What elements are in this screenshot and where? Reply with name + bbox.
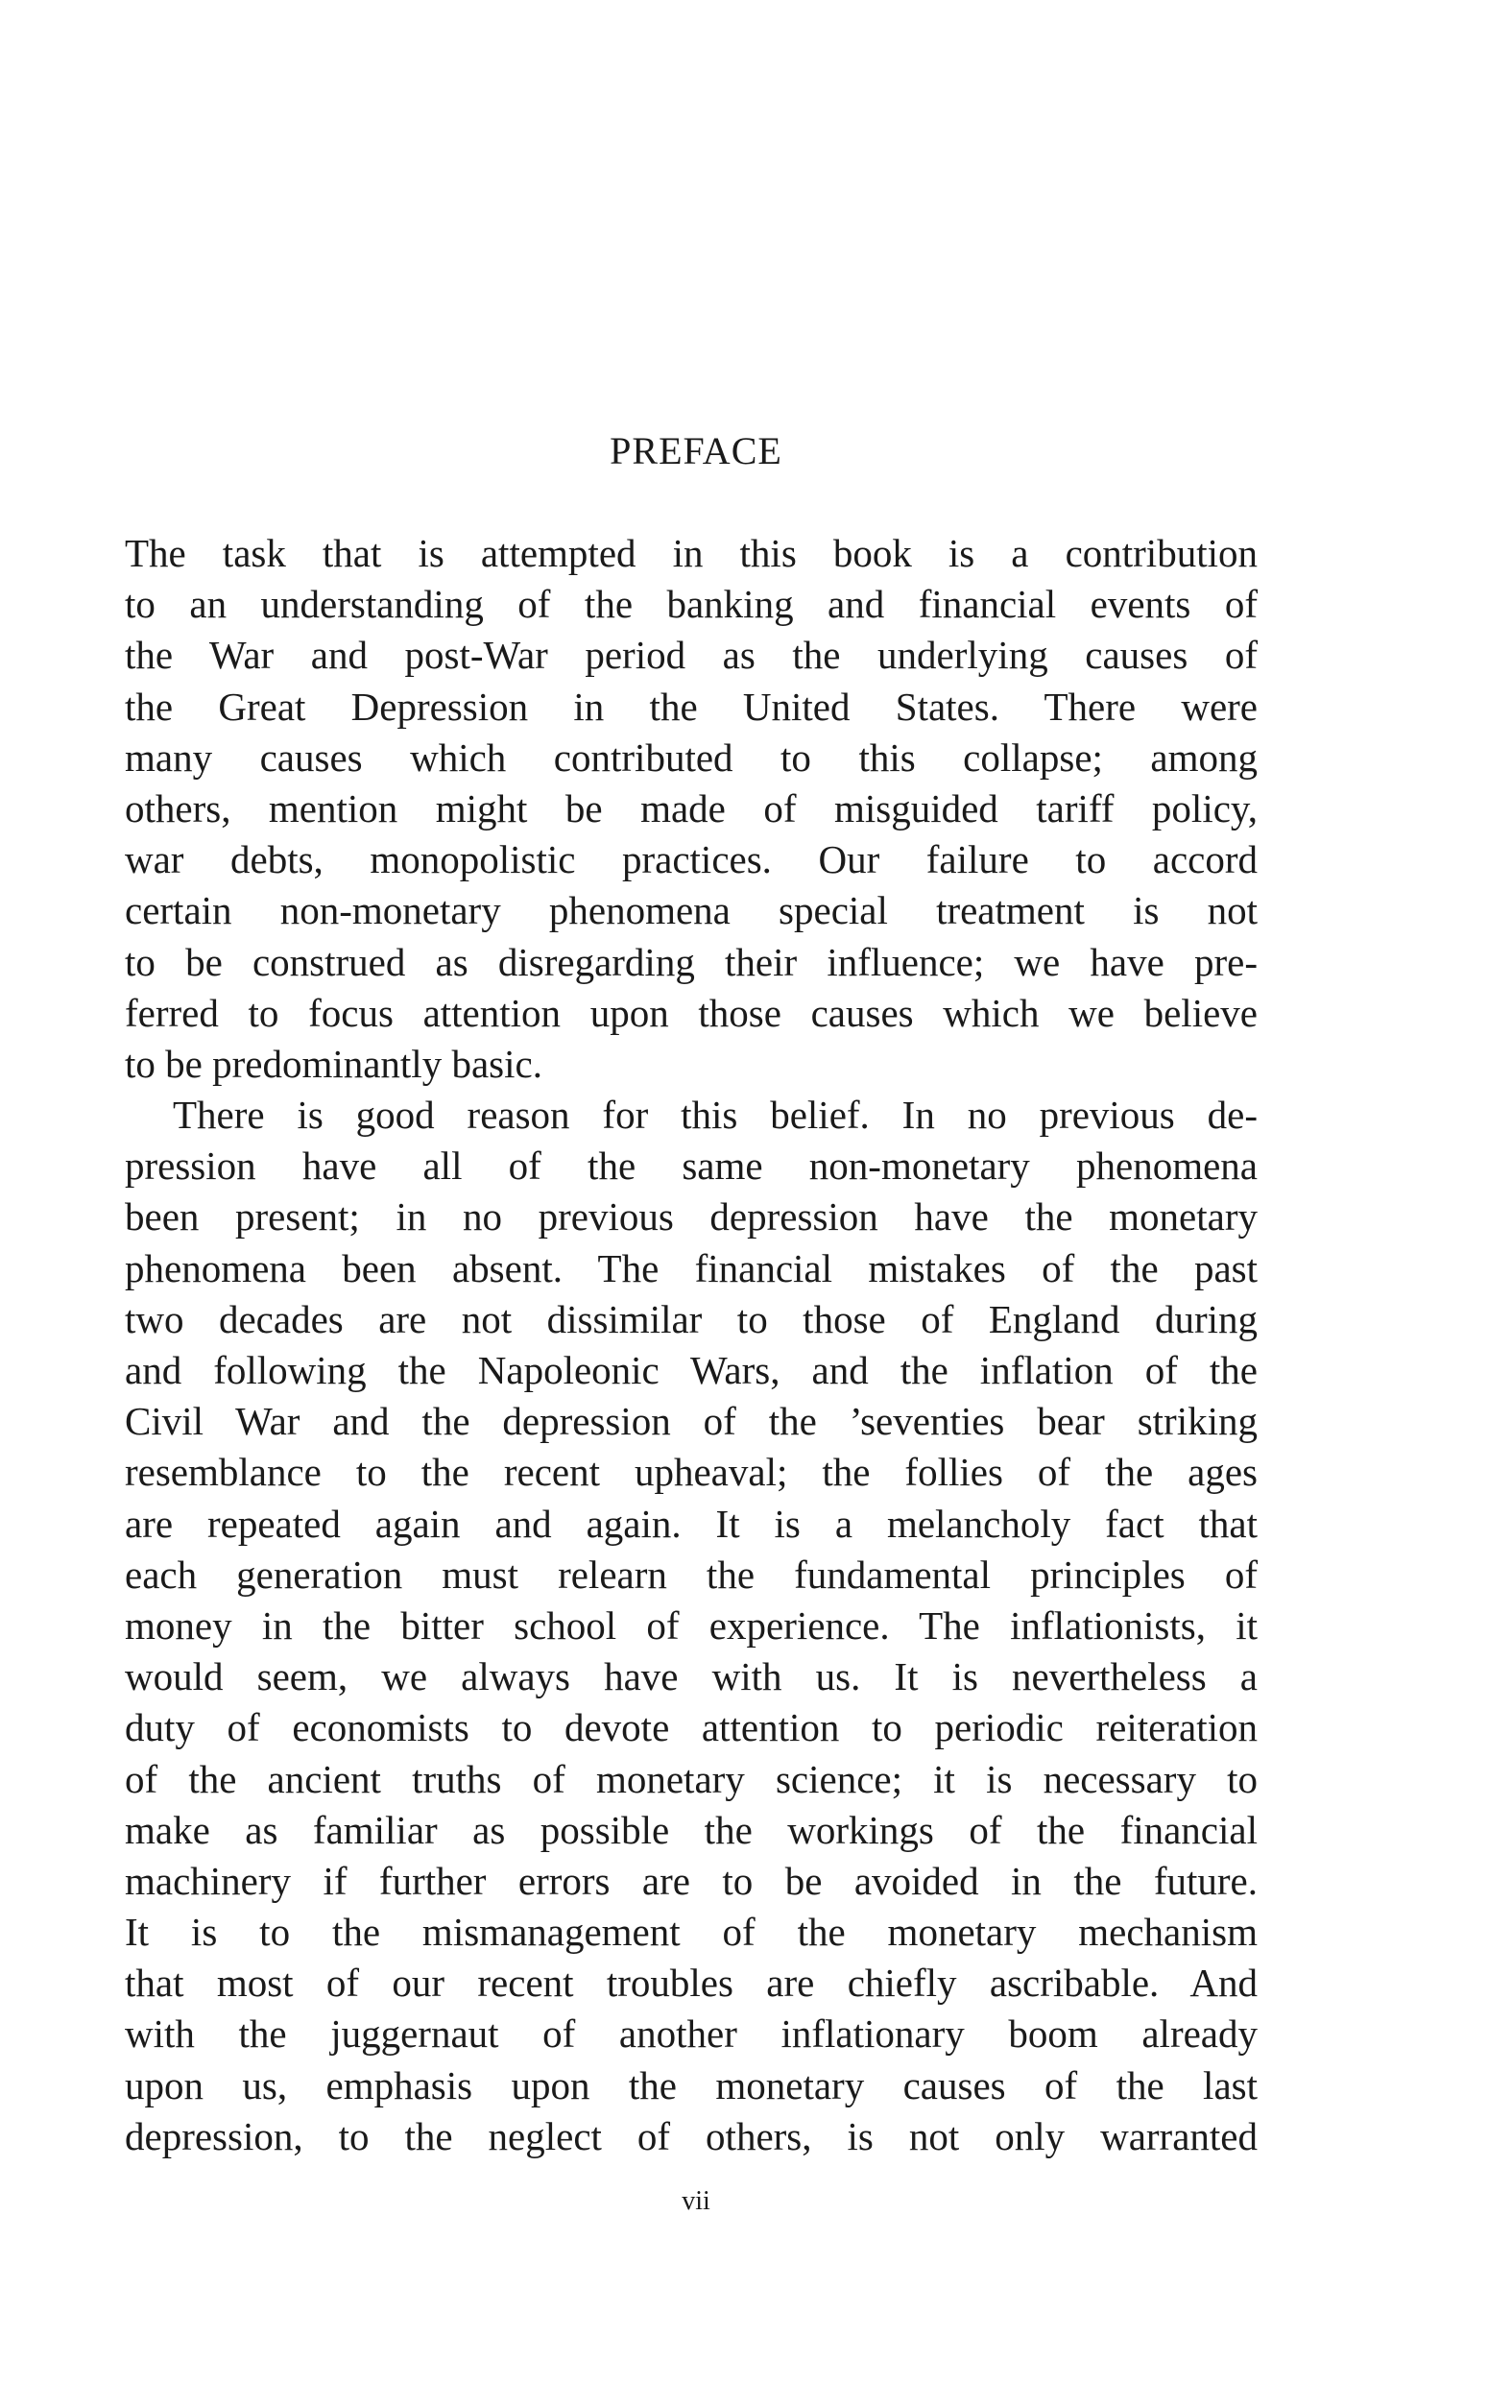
text-line: depression, to the neglect of others, is not only warranted: [125, 2113, 1258, 2158]
text-line: and following the Napoleonic Wars, and the inflation of the: [125, 1348, 1258, 1392]
text-line: machinery if further errors are to be avoided in the future.: [125, 1858, 1258, 1903]
text-line: phenomena been absent. The financial mistakes of the past: [125, 1245, 1258, 1290]
text-line: war debts, monopolistic practices. Our failure to accord: [125, 837, 1258, 882]
text-line: resemblance to the recent upheaval; the follies of the ages: [125, 1450, 1258, 1495]
text-line: to be predominantly basic.: [125, 1041, 542, 1086]
text-line: It is to the mismanagement of the monetary mechanism: [125, 1910, 1258, 1955]
text-line: certain non-monetary phenomena special treatment is not: [125, 888, 1258, 933]
text-line: make as familiar as possible the workings of the financial: [125, 1807, 1258, 1852]
text-line: ferred to focus attention upon those causes which we believe: [125, 990, 1258, 1035]
page-title: PREFACE: [610, 429, 782, 472]
text-line: the War and post-War period as the underlying causes of: [125, 633, 1258, 678]
text-line: been present; in no previous depression have the monetary: [125, 1194, 1258, 1240]
text-line: many causes which contributed to this collapse; among: [125, 734, 1258, 780]
text-line: would seem, we always have with us. It is nevertheless a: [125, 1654, 1258, 1699]
text-line: with the juggernaut of another inflationary boom already: [125, 2011, 1258, 2057]
text-line: to be construed as disregarding their influence; we have pre-: [125, 939, 1258, 984]
text-line: pression have all of the same non-monetary phenomena: [125, 1144, 1258, 1189]
page-number: vii: [682, 2186, 710, 2216]
text-line: others, mention might be made of misguided tariff policy,: [125, 785, 1258, 831]
text-line: The task that is attempted in this book is a contribution: [125, 531, 1258, 575]
text-line: money in the bitter school of experience. The inflationists, it: [125, 1602, 1258, 1648]
text-line: duty of economists to devote attention to periodic reiteration: [125, 1705, 1258, 1750]
text-line: upon us, emphasis upon the monetary causes of the last: [125, 2062, 1258, 2107]
text-line: to an understanding of the banking and financial events of: [125, 582, 1258, 627]
text-line: that most of our recent troubles are chiefly ascribable. And: [125, 1961, 1258, 2006]
text-line: There is good reason for this belief. In no previous de-: [173, 1093, 1258, 1138]
text-line: each generation must relearn the fundamental principles of: [125, 1552, 1258, 1597]
text-line: are repeated again and again. It is a melancholy fact that: [125, 1501, 1258, 1546]
text-line: Civil War and the depression of the ’seventies bear striking: [125, 1399, 1258, 1444]
text-line: the Great Depression in the United States. There were: [125, 684, 1258, 729]
preface-body: [125, 528, 1258, 2162]
text-line: of the ancient truths of monetary science; it is necessary to: [125, 1756, 1258, 1801]
text-line: two decades are not dissimilar to those of England during: [125, 1296, 1258, 1341]
